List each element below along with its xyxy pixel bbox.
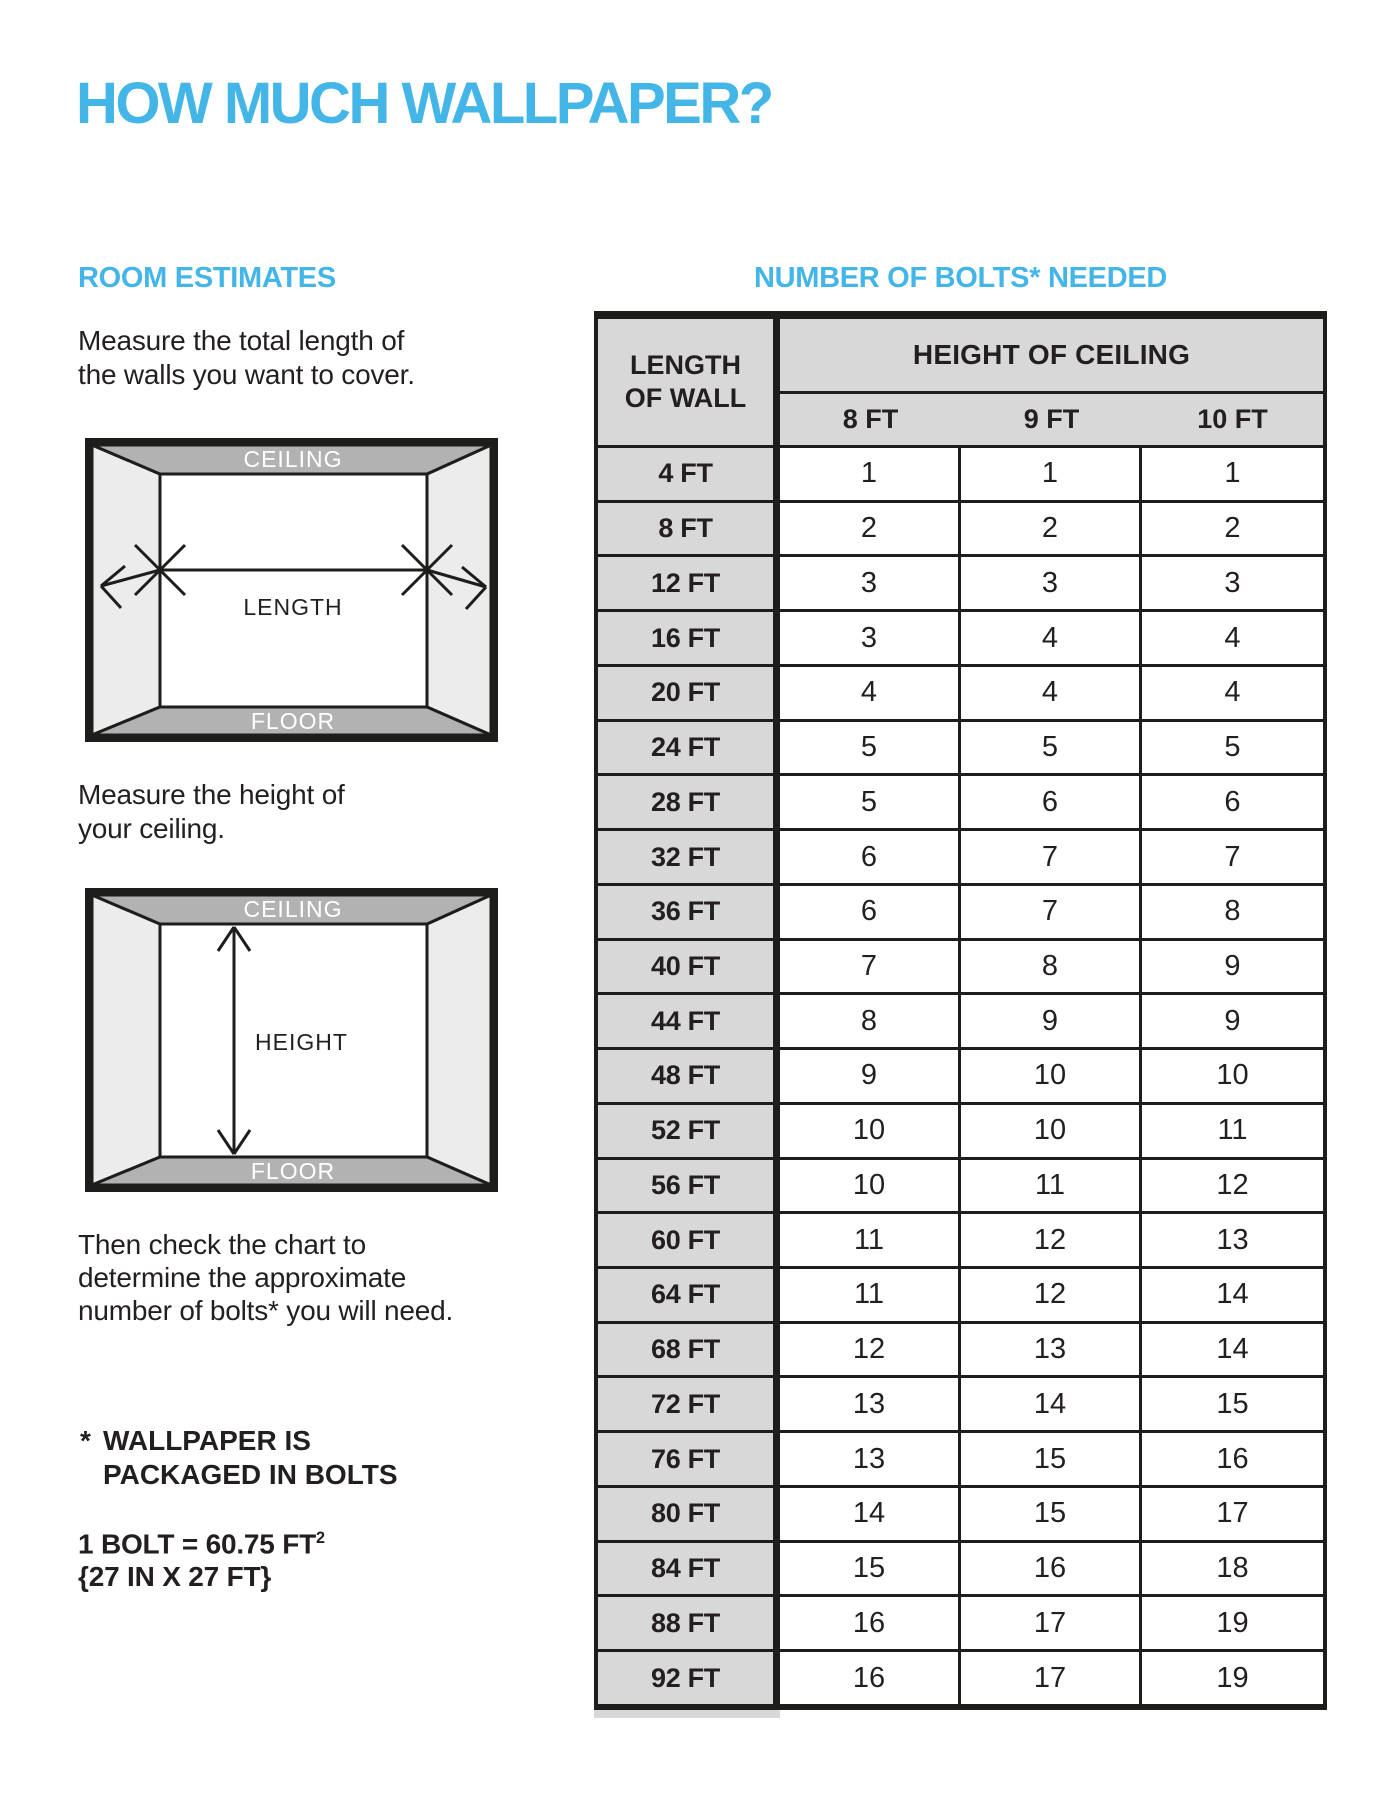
ceiling-label: CEILING [243, 896, 343, 922]
table-row [598, 1430, 1323, 1485]
column-header-9ft: 9 FT [1023, 404, 1080, 434]
instruction-measure-height: Measure the height of your ceiling. [78, 779, 345, 844]
bolts-value-cell: 12 [961, 1269, 1142, 1321]
left-wall-panel [92, 895, 160, 1185]
bolts-value-cell: 4 [780, 667, 961, 719]
bolts-value-cell: 8 [961, 941, 1142, 993]
wall-length-cell: 16 FT [598, 612, 780, 664]
table-row [598, 500, 1323, 555]
table-row [598, 1157, 1323, 1212]
wall-length-cell: 72 FT [598, 1378, 780, 1430]
bolt-equation: 1 BOLT = 60.75 $FT^2$ [78, 1528, 325, 1560]
wall-length-cell: 64 FT [598, 1269, 780, 1321]
bolts-value-cell: 11 [961, 1160, 1142, 1212]
table-row [598, 445, 1323, 500]
bolts-value-cell: 1 [780, 448, 961, 500]
bolts-value-cell: 16 [780, 1597, 961, 1649]
table-row [598, 1266, 1323, 1321]
table-row [598, 828, 1323, 883]
table-row [598, 719, 1323, 774]
table-row [598, 1211, 1323, 1266]
bolts-value-cell: 9 [1224, 949, 1241, 982]
bolts-value-cell: 7 [961, 886, 1142, 938]
wall-length-cell: 44 FT [598, 995, 780, 1047]
bolts-value-cell: 10 [1216, 1059, 1249, 1092]
bolts-value-cell: 6 [780, 886, 961, 938]
floor-label: FLOOR [250, 1158, 336, 1184]
length-dimension-label: LENGTH [243, 594, 343, 620]
bolts-value-cell: 4 [1224, 621, 1241, 654]
wall-length-cell: 40 FT [598, 941, 780, 993]
bolts-value-cell: 9 [961, 995, 1142, 1047]
bolts-value-cell: 9 [780, 1050, 961, 1102]
bolts-value-cell: 13 [780, 1378, 961, 1430]
bolts-value-cell: 16 [1216, 1442, 1249, 1475]
bolts-value-cell: 7 [961, 831, 1142, 883]
table-row [598, 1485, 1323, 1540]
bolts-value-cell: 4 [961, 612, 1142, 664]
bolts-value-cell: 5 [780, 722, 961, 774]
bolts-value-cell: 6 [780, 831, 961, 883]
bolts-value-cell: 8 [1224, 895, 1241, 928]
wall-length-cell: 80 FT [598, 1488, 780, 1540]
wall-length-cell: 48 FT [598, 1050, 780, 1102]
bolts-value-cell: 15 [1216, 1387, 1249, 1420]
wall-length-cell: 20 FT [598, 667, 780, 719]
bolts-value-cell: 14 [961, 1378, 1142, 1430]
column-header-8ft: 8 FT [842, 404, 899, 434]
table-row [598, 1047, 1323, 1102]
back-wall-panel [160, 474, 427, 707]
table-row [598, 1102, 1323, 1157]
footnote-asterisk: * [80, 1425, 91, 1456]
bolts-value-cell: 17 [961, 1652, 1142, 1704]
bolts-value-cell: 1 [961, 448, 1142, 500]
bolts-value-cell: 10 [961, 1050, 1142, 1102]
bolts-table [594, 311, 1327, 1710]
bolts-value-cell: 14 [780, 1488, 961, 1540]
table-row [598, 883, 1323, 938]
bolts-value-cell: 3 [1224, 566, 1241, 599]
table-row [598, 1375, 1323, 1430]
height-dimension-label: HEIGHT [255, 1029, 348, 1055]
length-of-wall-header: LENGTH OF WALL [598, 319, 780, 445]
bolts-value-cell: 13 [780, 1433, 961, 1485]
bolts-value-cell: 11 [1217, 1114, 1248, 1147]
bolts-value-cell: 10 [780, 1160, 961, 1212]
bolts-value-cell: 13 [1216, 1223, 1249, 1256]
wall-length-cell: 88 FT [598, 1597, 780, 1649]
wall-length-cell: 28 FT [598, 776, 780, 828]
table-header [598, 319, 1323, 445]
table-row [598, 1649, 1323, 1704]
bolts-value-cell: 12 [780, 1324, 961, 1376]
bolts-value-cell: 10 [780, 1105, 961, 1157]
bolts-value-cell: 18 [1216, 1552, 1249, 1585]
bolts-value-cell: 2 [961, 503, 1142, 555]
bolts-value-cell: 13 [961, 1324, 1142, 1376]
table-row [598, 1321, 1323, 1376]
right-wall-panel [427, 895, 491, 1185]
bolts-value-cell: 15 [961, 1433, 1142, 1485]
bolts-value-cell: 19 [1216, 1661, 1249, 1694]
bolts-value-cell: 14 [1216, 1333, 1249, 1366]
bolts-value-cell: 6 [961, 776, 1142, 828]
bolts-value-cell: 6 [1224, 785, 1241, 818]
ceiling-label: CEILING [243, 446, 343, 472]
table-row [598, 664, 1323, 719]
bolts-value-cell: 12 [961, 1214, 1142, 1266]
column-header-10ft: 10 FT [1197, 404, 1268, 434]
wall-length-cell: 92 FT [598, 1652, 780, 1704]
room-estimates-heading: ROOM ESTIMATES [78, 262, 336, 294]
bolts-value-cell: 3 [780, 557, 961, 609]
bolts-value-cell: 14 [1216, 1278, 1249, 1311]
wall-length-cell: 76 FT [598, 1433, 780, 1485]
bolts-value-cell: 19 [1216, 1606, 1249, 1639]
wall-length-cell: 68 FT [598, 1324, 780, 1376]
bolt-size-info [78, 1522, 325, 1593]
ceiling-height-diagram [85, 888, 498, 1192]
height-of-ceiling-header: HEIGHT OF CEILING [780, 319, 1323, 394]
bolts-value-cell: 17 [961, 1597, 1142, 1649]
table-row [598, 554, 1323, 609]
bolts-value-cell: 11 [780, 1269, 961, 1321]
bolts-footnote: * WALLPAPER IS PACKAGED IN BOLTS [80, 1425, 398, 1490]
bolts-value-cell: 10 [961, 1105, 1142, 1157]
table-row [598, 938, 1323, 993]
squared-superscript: 2 [316, 1529, 325, 1547]
instruction-check-chart: Then check the chart to determine the approximate number of bolts* you will need. [78, 1229, 454, 1326]
table-bottom-strip [594, 1710, 780, 1718]
table-row [598, 1540, 1323, 1595]
bolts-value-cell: 7 [1224, 840, 1241, 873]
table-row [598, 773, 1323, 828]
bolts-value-cell: 2 [780, 503, 961, 555]
bolts-value-cell: 15 [780, 1543, 961, 1595]
bolts-value-cell: 2 [1224, 512, 1241, 545]
wall-length-cell: 56 FT [598, 1160, 780, 1212]
room-length-diagram [85, 438, 498, 742]
bolts-value-cell: 5 [961, 722, 1142, 774]
instruction-measure-length: Measure the total length of the walls you want to cover. [78, 325, 415, 390]
wall-length-cell: 12 FT [598, 557, 780, 609]
bolts-value-cell: 11 [780, 1214, 961, 1266]
wall-length-cell: 4 FT [598, 448, 780, 500]
wall-length-cell: 8 FT [598, 503, 780, 555]
bolt-table-rows [598, 445, 1323, 1704]
bolts-value-cell: 15 [961, 1488, 1142, 1540]
bolts-value-cell: 7 [780, 941, 961, 993]
bolts-value-cell: 8 [780, 995, 961, 1047]
bolts-value-cell: 17 [1216, 1497, 1249, 1530]
wall-length-cell: 84 FT [598, 1543, 780, 1595]
page-title: HOW MUCH WALLPAPER? [76, 71, 772, 136]
bolts-value-cell: 4 [1224, 676, 1241, 709]
left-wall-panel [92, 445, 160, 735]
bolts-value-cell: 1 [1224, 457, 1241, 490]
bolts-value-cell: 5 [780, 776, 961, 828]
table-row [598, 609, 1323, 664]
bolts-value-cell: 9 [1224, 1004, 1241, 1037]
bolt-dimensions: {27 IN X 27 FT} [78, 1561, 272, 1593]
bolts-value-cell: 3 [780, 612, 961, 664]
wall-length-cell: 36 FT [598, 886, 780, 938]
bolts-value-cell: 12 [1216, 1168, 1249, 1201]
wall-length-cell: 60 FT [598, 1214, 780, 1266]
wall-length-cell: 52 FT [598, 1105, 780, 1157]
bolts-value-cell: 4 [961, 667, 1142, 719]
bolts-value-cell: 3 [961, 557, 1142, 609]
wall-length-cell: 24 FT [598, 722, 780, 774]
bolts-value-cell: 5 [1224, 731, 1241, 764]
wall-length-cell: 32 FT [598, 831, 780, 883]
bolts-value-cell: 16 [961, 1543, 1142, 1595]
table-row [598, 992, 1323, 1047]
bolts-value-cell: 16 [780, 1652, 961, 1704]
bolts-table-heading: NUMBER OF BOLTS* NEEDED [753, 262, 1168, 294]
floor-label: FLOOR [250, 708, 336, 734]
table-row [598, 1594, 1323, 1649]
